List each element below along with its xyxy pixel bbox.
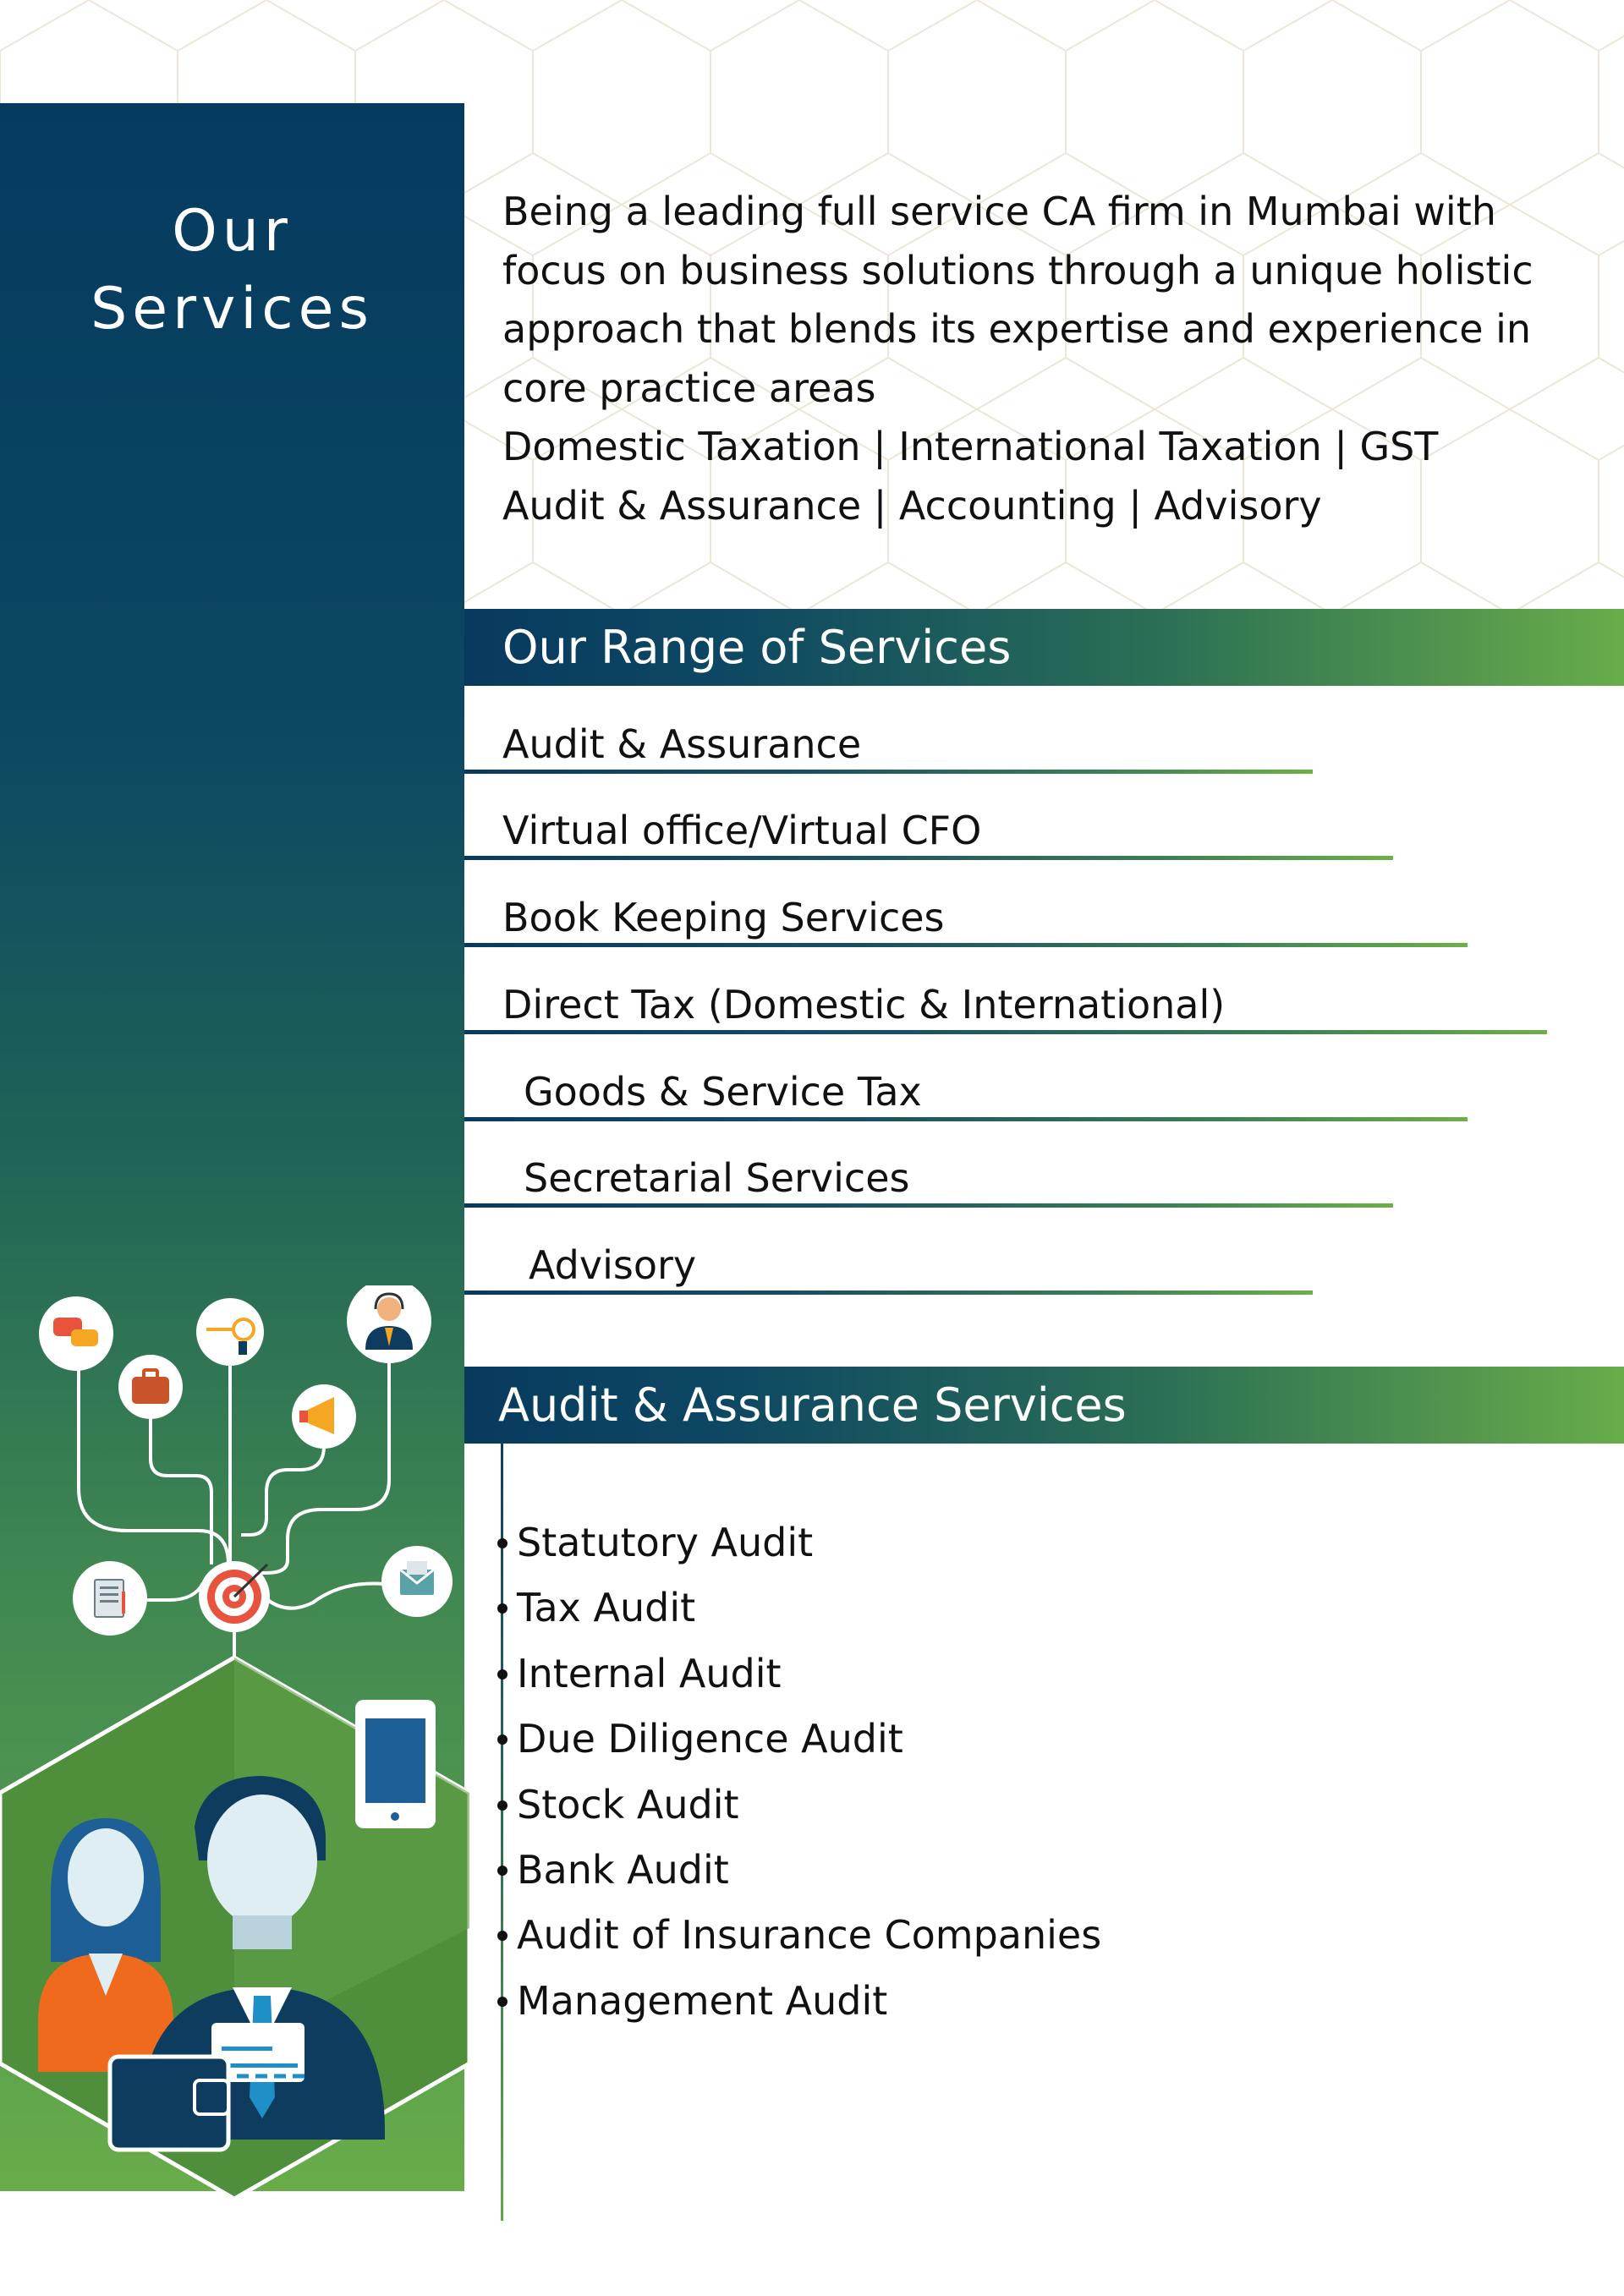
practice-areas-line1: Domestic Taxation | International Taxation | GST [502,424,1439,469]
sidebar-title-line1: Our [172,198,293,265]
range-item-label: Direct Tax (Domestic & International) [502,982,1226,1027]
bullet-icon [497,1997,508,2007]
range-item-underline [464,770,1313,774]
list-item [497,1844,1101,1909]
intro-text [502,183,1602,535]
range-item-label: Secretarial Services [524,1155,910,1201]
bullet-icon [497,1866,508,1876]
audit-services-list [497,1516,1101,2040]
range-item-label: Virtual office/Virtual CFO [502,808,982,853]
smartphone-icon [355,1700,436,1828]
list-item [497,1647,1101,1712]
range-item [464,1071,1468,1121]
list-item-label: Audit of Insurance Companies [517,1912,1102,1959]
bullet-icon [497,1800,508,1811]
bullet-icon [497,1603,508,1614]
range-item-label: Book Keeping Services [502,895,945,940]
range-item-underline [464,1030,1547,1034]
list-item-label: Statutory Audit [517,1520,814,1565]
list-item-label: Management Audit [517,1977,888,2024]
target-icon [199,1561,270,1632]
range-item [464,723,1313,774]
range-item-underline [464,1203,1393,1208]
range-item-label: Audit & Assurance [502,721,862,767]
range-item [464,1244,1313,1295]
list-item [497,1581,1101,1647]
business-services-illustration [0,1285,474,2199]
range-item-underline [464,856,1393,860]
range-item-label: Advisory [529,1242,697,1288]
bullet-icon [497,1931,508,1941]
bullet-icon [497,1734,508,1745]
ok-hand-icon [196,1298,264,1366]
bullet-icon [497,1669,508,1680]
briefcase-icon [118,1355,183,1419]
list-item-label: Tax Audit [517,1585,696,1631]
list-item-label: Stock Audit [517,1781,739,1827]
list-item [497,1909,1101,1974]
list-item [497,1975,1101,2040]
list-item-label: Due Diligence Audit [517,1716,903,1762]
support-agent-icon [347,1285,431,1363]
range-item [464,1157,1393,1208]
bullet-icon [497,1538,508,1548]
practice-areas-line2: Audit & Assurance | Accounting | Advisory [502,482,1322,529]
range-of-services-title: Our Range of Services [502,621,1012,674]
intro-paragraph: Being a leading full service CA firm in Mumbai with focus on business solutions through a unique holistic approach that blends its expertise and experience in core practice areas [502,189,1533,411]
audit-assurance-title: Audit & Assurance Services [498,1378,1127,1432]
audit-assurance-banner [464,1367,1624,1444]
list-item-label: Bank Audit [517,1846,729,1893]
range-item-underline [464,1117,1468,1121]
list-item-label: Internal Audit [517,1650,782,1696]
document-icon [73,1561,147,1636]
sidebar-title [0,193,464,348]
list-item [497,1778,1101,1844]
range-of-services-banner [464,609,1624,686]
range-item-label: Goods & Service Tax [524,1069,922,1115]
email-icon [381,1546,453,1617]
range-item [464,809,1393,860]
range-item-underline [464,943,1468,947]
list-item [497,1516,1101,1581]
megaphone-icon [292,1384,356,1449]
chat-bubbles-icon [39,1296,113,1371]
range-item [464,896,1468,947]
businesswoman-icon [38,1818,173,2072]
list-item [497,1712,1101,1778]
range-item-underline [464,1290,1313,1295]
sidebar-title-line2: Services [91,276,374,342]
range-item [464,984,1547,1034]
